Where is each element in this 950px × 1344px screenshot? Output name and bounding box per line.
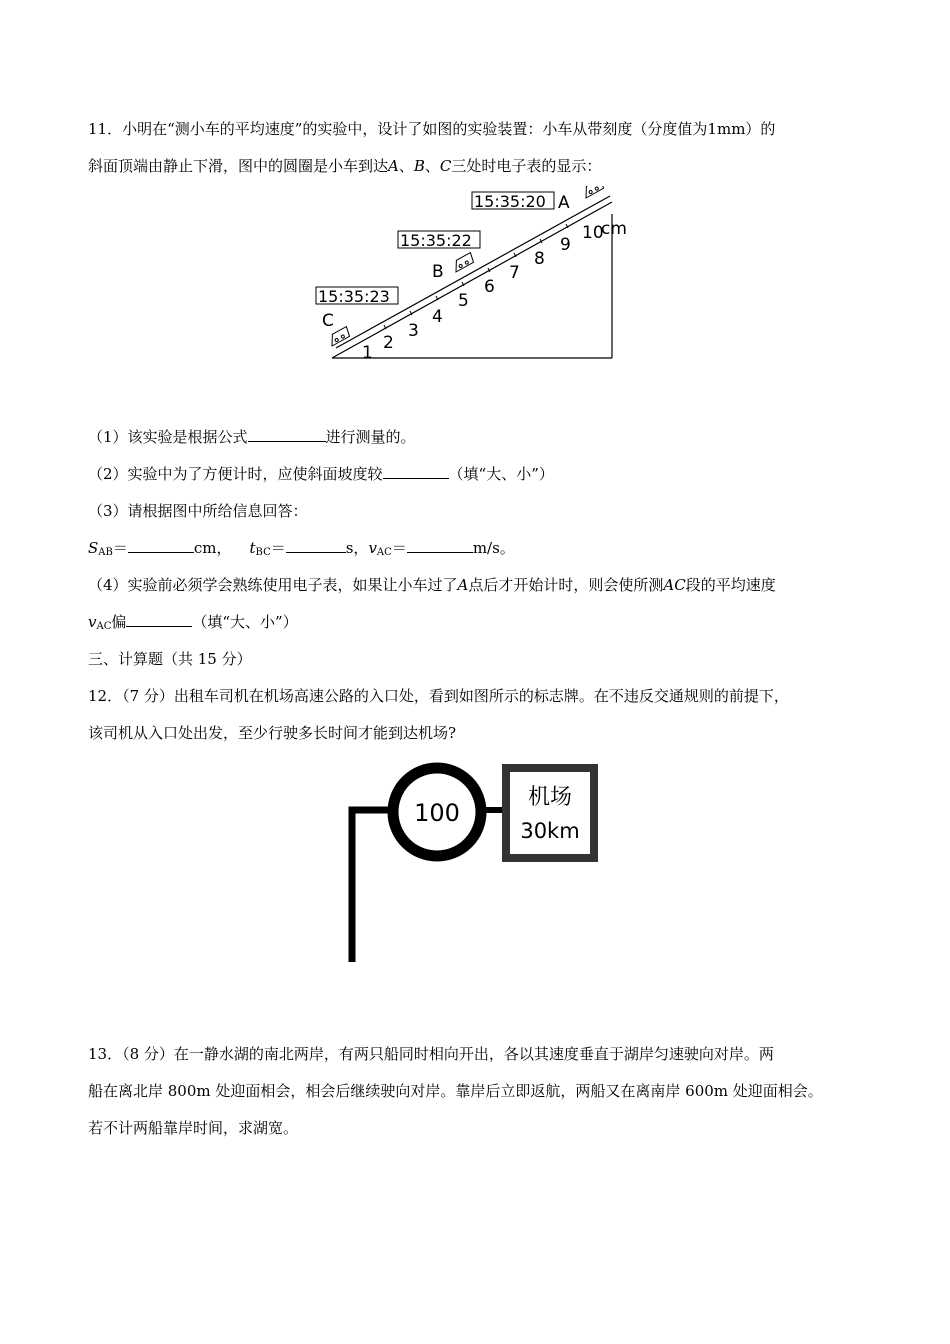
q11-part2-post: （填“大、小”） (448, 465, 554, 483)
section-title: 三、计算题（共 15 分） (88, 650, 252, 668)
cart-icon (581, 186, 605, 198)
answer-blank-formula[interactable] (248, 427, 326, 442)
ruler-tick-label: 10 (582, 223, 604, 243)
symbol-t-sub: BC (255, 547, 271, 558)
point-a-label: A (558, 193, 570, 213)
equals-sign: ＝ (112, 539, 128, 557)
ruler-tick-label: 6 (484, 277, 495, 297)
incline-figure (310, 186, 630, 366)
q11-line2-pre: 斜面顶端由静止下滑，图中的圆圈是小车到达 (88, 157, 389, 175)
q11-part2-pre: （2）实验中为了方便计时，应使斜面坡度较 (88, 465, 383, 483)
q11-point-a: A (388, 157, 399, 175)
incline-slope-line (332, 202, 612, 358)
road-sign-figure (340, 758, 610, 968)
answer-blank-vac[interactable] (407, 538, 473, 553)
q13-line3: 若不计两船靠岸时间，求湖宽。 (88, 1119, 299, 1137)
symbol-v: v (88, 613, 97, 631)
ruler-tick-label: 3 (408, 321, 419, 341)
timer-a-time: 15:35:20 (474, 192, 546, 211)
q11-part4-point-a: A (457, 576, 469, 594)
q11-part4b-post: （填“大、小”） (192, 613, 298, 631)
q11-part2 (88, 464, 554, 484)
q11-part1 (88, 427, 416, 447)
cart-icon (451, 253, 475, 272)
q12-line1: 12．（7 分）出租车司机在机场高速公路的入口处，看到如图所示的标志牌。在不违反交通规则的前提下， (88, 687, 789, 705)
q11-part3-answers (88, 538, 515, 563)
q11-part4-line1 (88, 575, 776, 595)
ruler-tick-label: 7 (509, 263, 520, 283)
answer-blank-tbc[interactable] (286, 538, 346, 553)
unit-s: s， (345, 539, 369, 557)
q12-line2: 该司机从入口处出发，至少行驶多长时间才能到达机场? (88, 724, 457, 742)
ruler-tick-label: 5 (458, 291, 469, 311)
unit-cm: cm， (193, 539, 232, 557)
q13-line1: 13．（8 分）在一静水湖的南北两岸，有两只船同时相向开出，各以其速度垂直于湖岸匀速驶向对岸。两 (88, 1045, 774, 1063)
point-c-label: C (322, 311, 334, 331)
symbol-s: S (88, 539, 99, 557)
q11-part3: （3）请根据图中所给信息回答： (88, 502, 308, 520)
q11-part4-line2 (88, 612, 298, 637)
ruler-tick-label: 1 (362, 343, 373, 363)
equals-sign: ＝ (391, 539, 407, 557)
q11-part4b-mid: 偏 (111, 613, 127, 631)
symbol-t: t (249, 539, 256, 557)
symbol-v-sub: AC (376, 547, 392, 558)
q11-sep1: 、 (398, 157, 414, 175)
q11-part4-segment-ac: AC (663, 576, 686, 594)
q11-line2 (88, 156, 601, 176)
symbol-s-sub: AB (98, 547, 113, 558)
answer-blank-sab[interactable] (128, 538, 194, 553)
symbol-v-sub: AC (96, 621, 112, 632)
symbol-v: v (368, 539, 377, 557)
q13-line2: 船在离北岸 800m 处迎面相会，相会后继续驶向对岸。靠岸后立即返航，两船又在离南岸 600m 处迎面相会。 (88, 1082, 823, 1100)
q11-point-b: B (413, 157, 425, 175)
ruler-tick-label: 9 (560, 235, 571, 255)
ruler-tick-label: 2 (383, 333, 394, 353)
q11-part1-pre: （1）该实验是根据公式 (88, 428, 248, 446)
answer-blank-bias[interactable] (126, 612, 192, 627)
ruler-tick-label: 4 (432, 307, 443, 327)
q11-sep2: 、 (424, 157, 440, 175)
q11-part1-post: 进行测量的。 (325, 428, 416, 446)
incline-ruler-line (336, 196, 610, 348)
unit-ms: m/s。 (472, 539, 515, 557)
answer-blank-slope[interactable] (383, 464, 449, 479)
destination-distance: 30km (520, 819, 580, 843)
q11-part4-post: 段的平均速度 (685, 576, 776, 594)
equals-sign: ＝ (270, 539, 286, 557)
q11-line1: 11．小明在“测小车的平均速度”的实验中，设计了如图的实验装置：小车从带刻度（分度值为1mm）的 (88, 120, 776, 138)
point-b-label: B (432, 262, 444, 282)
q11-point-c: C (439, 157, 452, 175)
ruler-tick-label: 8 (534, 249, 545, 269)
q11-part4-mid: 点后才开始计时，则会使所测 (468, 576, 664, 594)
q11-part4-pre: （4）实验前必须学会熟练使用电子表，如果让小车过了 (88, 576, 458, 594)
destination-name: 机场 (527, 785, 573, 810)
q11-line2-post: 三处时电子表的显示： (451, 157, 602, 175)
speed-limit-value: 100 (414, 799, 460, 827)
sign-pole (352, 810, 392, 962)
timer-c-time: 15:35:23 (318, 287, 390, 306)
timer-b-time: 15:35:22 (400, 231, 472, 250)
ruler-unit: cm (601, 219, 627, 239)
